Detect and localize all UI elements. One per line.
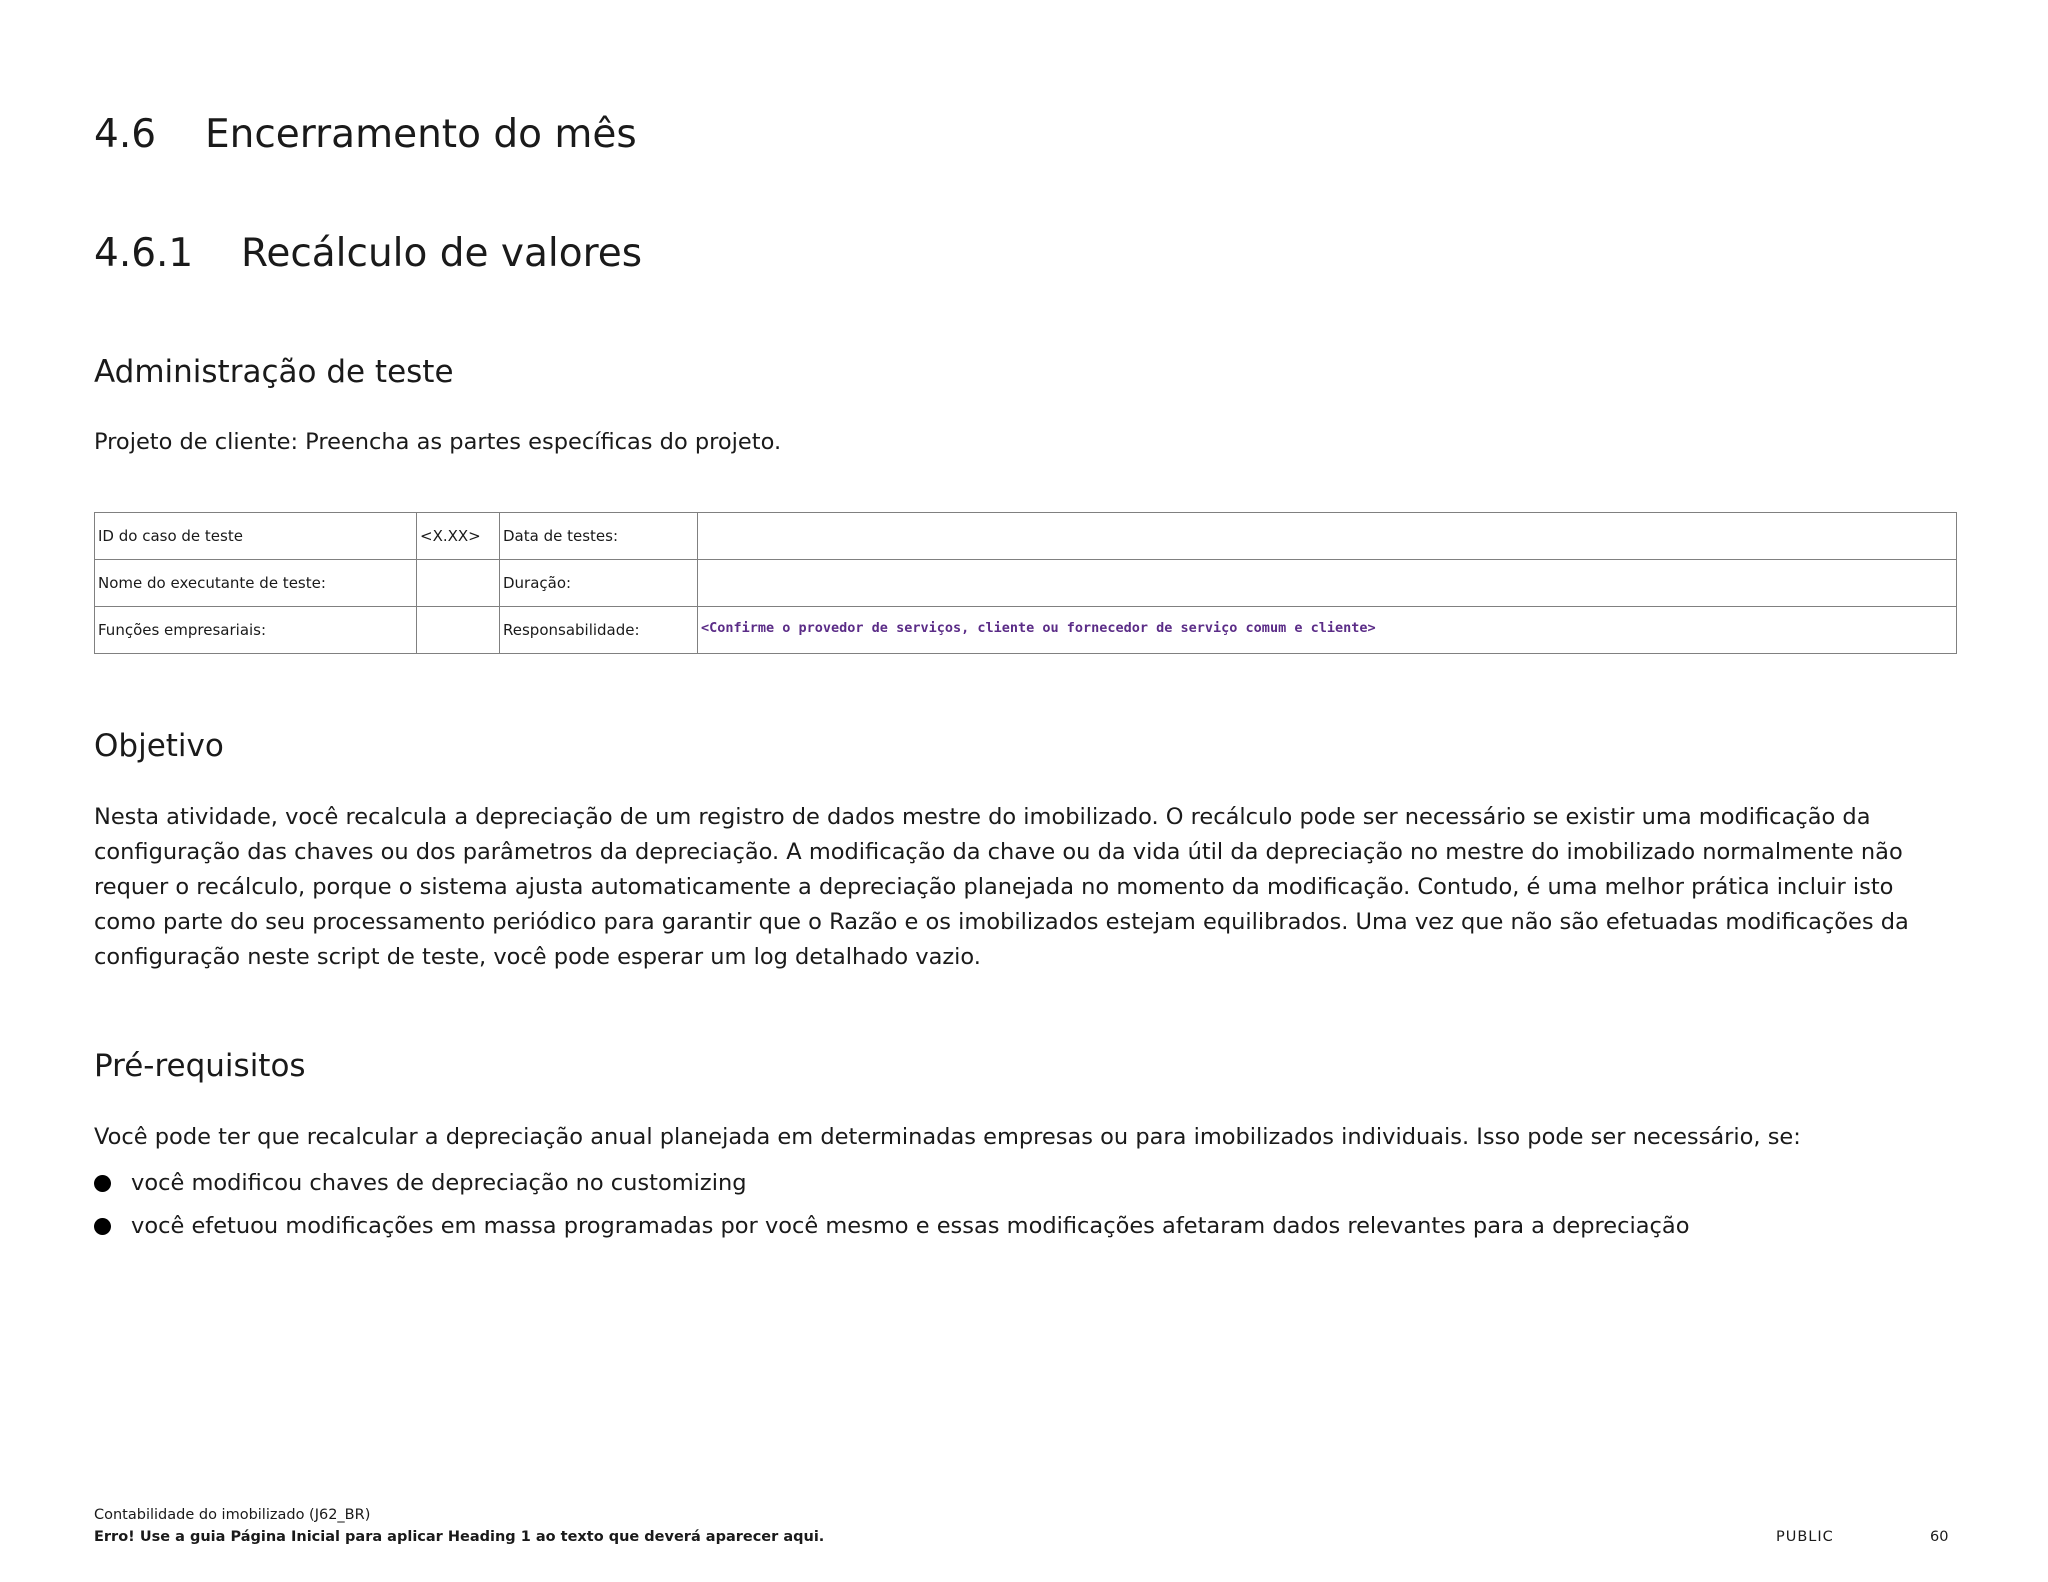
admin-intro: Projeto de cliente: Preencha as partes específicas do projeto. xyxy=(94,429,782,455)
subsection-title: Recálculo de valores xyxy=(241,231,643,276)
bullet-icon xyxy=(94,1175,111,1192)
document-page xyxy=(94,0,1954,1582)
table-row xyxy=(95,607,1957,654)
section-number: 4.6 xyxy=(94,112,157,157)
label-test-case-id: ID do caso de teste xyxy=(95,513,417,560)
responsibility-placeholder: <Confirme o provedor de serviços, cliente ou fornecedor de serviço comum e cliente> xyxy=(701,620,1376,636)
table-row xyxy=(95,560,1957,607)
label-duration: Duração: xyxy=(500,560,698,607)
table-row xyxy=(95,513,1957,560)
section-title: Encerramento do mês xyxy=(205,112,637,157)
objective-text: Nesta atividade, você recalcula a depreciação de um registro de dados mestre do imobilizado. O recálculo pode ser necessário se existir uma modificação da configuração das chaves ou dos parâmetros da depreciação. A modificação da chave ou da vida útil da depreciação no mestre do imobilizado normalmente não requer o recálculo, porque o sistema ajusta automaticamente a depreciação planejada no momento da modificação. Contudo, é uma melhor prática incluir isto como parte do seu processamento periódico para garantir que o Razão e os imobilizados estejam equilibrados. Uma vez que não são efetuadas modificações da configuração neste script de teste, você pode esperar um log detalhado vazio. xyxy=(94,804,1909,970)
bullet-icon xyxy=(94,1218,111,1235)
test-admin-table xyxy=(94,512,1957,654)
list-item-text: você modificou chaves de depreciação no customizing xyxy=(131,1170,747,1196)
subsection-heading-4-6-1 xyxy=(94,231,642,276)
label-test-date: Data de testes: xyxy=(500,513,698,560)
list-item xyxy=(94,1162,1689,1205)
label-business-roles: Funções empresariais: xyxy=(95,607,417,654)
admin-heading: Administração de teste xyxy=(94,354,454,390)
objective-heading: Objetivo xyxy=(94,728,224,764)
footer-doc-title: Contabilidade do imobilizado (J62_BR) xyxy=(94,1507,371,1523)
footer-error-text: Erro! Use a guia Página Inicial para aplicar Heading 1 ao texto que deverá aparecer aqui. xyxy=(94,1529,825,1545)
value-test-case-id[interactable]: <X.XX> xyxy=(417,513,500,560)
footer-classification: PUBLIC xyxy=(1776,1529,1834,1545)
prerequisites-list xyxy=(94,1162,1689,1248)
value-tester-name[interactable] xyxy=(417,560,500,607)
label-responsibility: Responsabilidade: xyxy=(500,607,698,654)
prerequisites-heading: Pré-requisitos xyxy=(94,1048,306,1084)
list-item-text: você efetuou modificações em massa programadas por você mesmo e essas modificações afetaram dados relevantes para a depreciação xyxy=(131,1213,1690,1239)
label-tester-name: Nome do executante de teste: xyxy=(95,560,417,607)
section-heading-4-6 xyxy=(94,112,637,157)
value-duration[interactable] xyxy=(698,560,1957,607)
value-business-roles[interactable] xyxy=(417,607,500,654)
list-item xyxy=(94,1205,1689,1248)
prerequisites-text: Você pode ter que recalcular a depreciação anual planejada em determinadas empresas ou para imobilizados individuais. Isso pode ser necessário, se: xyxy=(94,1124,1801,1150)
footer-page-number: 60 xyxy=(1930,1529,1949,1545)
subsection-number: 4.6.1 xyxy=(94,231,194,276)
footer-left xyxy=(94,1504,824,1548)
value-test-date[interactable] xyxy=(698,513,1957,560)
value-responsibility[interactable] xyxy=(698,607,1957,654)
